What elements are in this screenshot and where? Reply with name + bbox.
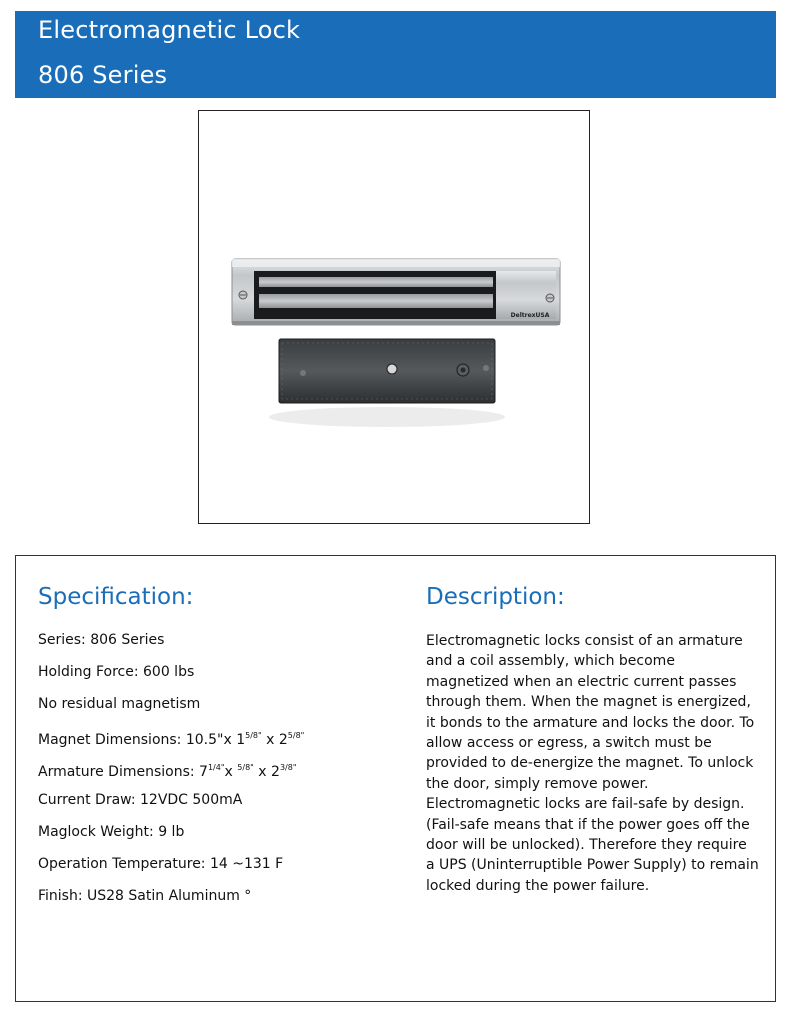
magnet-dim-part1: "x 1 [217,732,246,748]
spec-finish: Finish: US28 Satin Aluminum ° [38,888,252,904]
product-photo [198,110,590,524]
spec-series: Series: 806 Series [38,632,165,648]
armature-dim-part2: x 2 [253,764,280,780]
armature-plate [269,339,505,427]
magnet-dim-sup1: 5/8" [245,731,262,740]
product-series: 806 Series [38,61,168,89]
specification-list [38,630,304,918]
magnet-dim-part2: x 2 [261,732,288,748]
armature-dim-sup2: 5/8" [237,763,254,772]
armature-dim-label: Armature Dimensions: 7 [38,764,208,780]
description-text: Electromagnetic locks consist of an armature and a coil assembly, which become magnetized when an electric current passes through them. When the magnet is energized, it bonds to the armature and locks the door. To allow access or egress, a switch must be provided to de-energize the magnet. To unlock the door, simply remove power. Electromagnetic locks are fail-safe by design. (Fail-safe means that if the power goes off the door will be unlocked). Therefore they require a UPS (Uninterruptible Power Supply) to remain locked during the power failure. [426,633,759,894]
armature-dim-sup3: 3/8" [279,763,297,772]
spec-panel [15,555,776,1002]
page-header [15,11,776,98]
magnet-dim-label: Magnet Dimensions: 10.5 [38,732,218,748]
spec-holding-force: Holding Force: 600 lbs [38,664,195,680]
spec-residual-magnetism: No residual magnetism [38,696,201,712]
product-title: Electromagnetic Lock [38,16,301,44]
spec-weight: Maglock Weight: 9 lb [38,824,185,840]
armature-dim-sup1: 1/4" [207,763,225,772]
maglock-illustration [199,111,591,525]
spec-magnet-dimensions [38,726,304,758]
armature-dim-part1: x [224,764,238,780]
spec-current-draw: Current Draw: 12VDC 500mA [38,792,243,808]
description-heading: Description: [426,584,565,610]
magnet-dim-sup2: 5/8" [287,731,305,740]
magnet-body [232,259,560,325]
specification-heading: Specification: [38,584,194,610]
spec-temperature: Operation Temperature: 14 ~131 F [38,856,284,872]
spec-armature-dimensions [38,758,304,790]
brand-label: DeltrexUSA [510,312,550,319]
